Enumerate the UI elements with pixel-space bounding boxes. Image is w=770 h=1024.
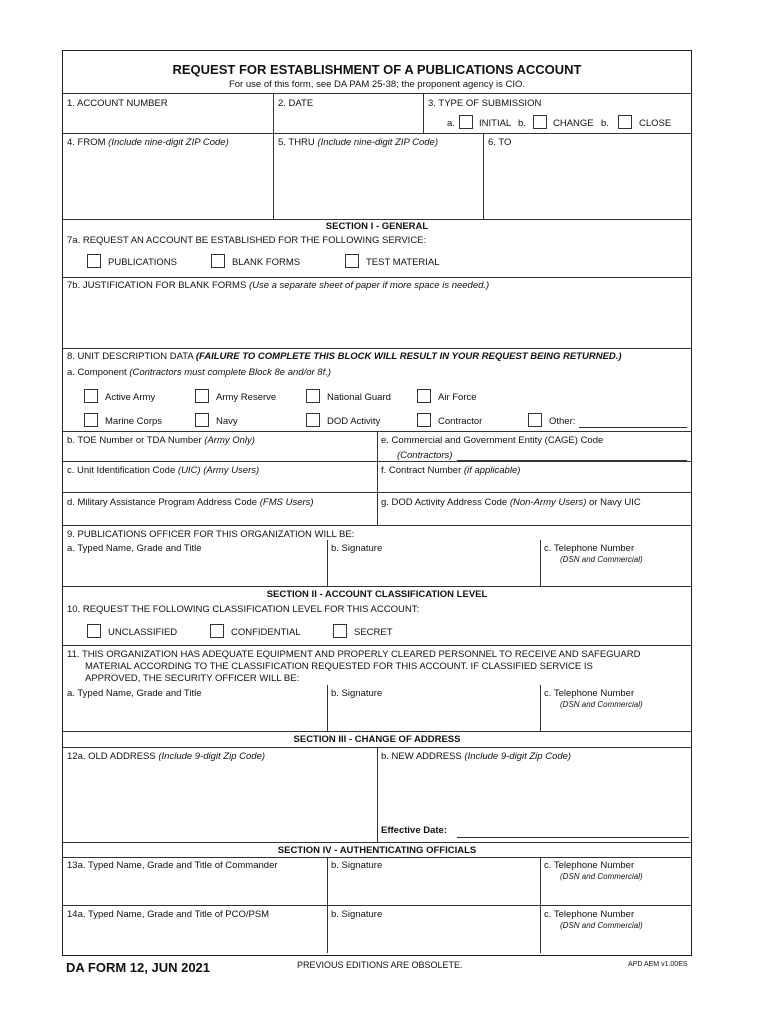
active-army-checkbox[interactable] (84, 389, 98, 403)
initial-checkbox[interactable] (459, 115, 473, 129)
option-letter: b. (518, 118, 526, 129)
divider (63, 219, 691, 220)
contract-number-label: f. Contract Number (if applicable) (381, 465, 521, 476)
option-letter: a. (447, 118, 455, 129)
national-guard-checkbox[interactable] (306, 389, 320, 403)
submission-type-label: 3. TYPE OF SUBMISSION (428, 98, 542, 109)
divider (63, 525, 691, 526)
to-label: 6. TO (488, 137, 512, 148)
pco-signature-label: b. Signature (331, 909, 383, 920)
version-label: APD AEM v1.00ES (628, 961, 688, 968)
section-title: SECTION I - GENERAL (325, 221, 429, 232)
pub-officer-phone-hint: (DSN and Commercial) (560, 555, 643, 564)
form-subtitle: For use of this form, see DA PAM 25-38; the proponent agency is CIO. (228, 79, 526, 90)
divider (327, 685, 328, 731)
commander-signature-label: b. Signature (331, 860, 383, 871)
dod-activity-label: DOD Activity (327, 416, 381, 427)
divider (423, 93, 424, 133)
unit-data-label: 8. UNIT DESCRIPTION DATA (FAILURE TO COMPLETE THIS BLOCK WILL RESULT IN YOUR REQUEST BEING RETURNED.) (67, 351, 622, 362)
other-label: Other: (549, 416, 576, 427)
date-label: 2. DATE (278, 98, 314, 109)
army-reserve-checkbox[interactable] (195, 389, 209, 403)
publications-checkbox[interactable] (87, 254, 101, 268)
security-officer-signature-label: b. Signature (331, 688, 383, 699)
section-title: SECTION III - CHANGE OF ADDRESS (293, 734, 461, 745)
security-officer-phone-hint: (DSN and Commercial) (560, 700, 643, 709)
commander-phone-label: c. Telephone Number (544, 860, 635, 871)
toe-tda-label: b. TOE Number or TDA Number (Army Only) (67, 435, 255, 446)
pub-officer-name-label: a. Typed Name, Grade and Title (67, 543, 202, 554)
security-officer-phone-label: c. Telephone Number (544, 688, 635, 699)
divider (63, 133, 691, 134)
divider (377, 431, 378, 525)
security-statement: MATERIAL ACCORDING TO THE CLASSIFICATION REQUESTED FOR THIS ACCOUNT. IF CLASSIFIED SERVICE IS (85, 661, 593, 672)
divider (63, 492, 691, 493)
pub-officer-signature-label: b. Signature (331, 543, 383, 554)
pub-officer-phone-label: c. Telephone Number (544, 543, 635, 554)
divider (63, 905, 691, 906)
from-label: 4. FROM (Include nine-digit ZIP Code) (67, 137, 229, 148)
pco-name-label: 14a. Typed Name, Grade and Title of PCO/PSM (67, 909, 270, 920)
divider (63, 93, 691, 94)
divider (63, 348, 691, 349)
divider (63, 842, 691, 843)
classification-question: 10. REQUEST THE FOLLOWING CLASSIFICATION LEVEL FOR THIS ACCOUNT: (67, 604, 420, 615)
obsolete-notice: PREVIOUS EDITIONS ARE OBSOLETE. (297, 960, 463, 970)
initial-label: INITIAL (479, 118, 512, 129)
contractor-checkbox[interactable] (417, 413, 431, 427)
account-number-label: 1. ACCOUNT NUMBER (67, 98, 168, 109)
form-title: REQUEST FOR ESTABLISHMENT OF A PUBLICATIONS ACCOUNT (172, 62, 582, 77)
marine-corps-checkbox[interactable] (84, 413, 98, 427)
blank-forms-label: BLANK FORMS (232, 257, 301, 268)
map-code-label: d. Military Assistance Program Address Code (FMS Users) (67, 497, 314, 508)
divider (63, 731, 691, 732)
contractor-label: Contractor (438, 416, 483, 427)
security-statement: APPROVED, THE SECURITY OFFICER WILL BE: (85, 673, 300, 684)
component-label: a. Component (Contractors must complete Block 8e and/or 8f.) (67, 367, 332, 378)
divider (63, 461, 691, 462)
test-material-label: TEST MATERIAL (366, 257, 440, 268)
air-force-label: Air Force (438, 392, 477, 403)
change-label: CHANGE (553, 118, 594, 129)
active-army-label: Active Army (105, 392, 156, 403)
unclassified-checkbox[interactable] (87, 624, 101, 638)
cage-code-hint: (Contractors) (397, 450, 453, 461)
national-guard-label: National Guard (327, 392, 391, 403)
divider (63, 277, 691, 278)
commander-phone-hint: (DSN and Commercial) (560, 872, 643, 881)
thru-label: 5. THRU (Include nine-digit ZIP Code) (278, 137, 438, 148)
section-title: SECTION IV - AUTHENTICATING OFFICIALS (277, 845, 477, 856)
close-checkbox[interactable] (618, 115, 632, 129)
navy-checkbox[interactable] (195, 413, 209, 427)
divider (63, 857, 691, 858)
close-label: CLOSE (639, 118, 672, 129)
other-input-line[interactable] (579, 427, 687, 428)
service-question: 7a. REQUEST AN ACCOUNT BE ESTABLISHED FOR THE FOLLOWING SERVICE: (67, 235, 427, 246)
marine-corps-label: Marine Corps (105, 416, 163, 427)
secret-checkbox[interactable] (333, 624, 347, 638)
pco-phone-hint: (DSN and Commercial) (560, 921, 643, 930)
uic-label: c. Unit Identification Code (UIC) (Army Users) (67, 465, 260, 476)
air-force-checkbox[interactable] (417, 389, 431, 403)
old-address-label: 12a. OLD ADDRESS (Include 9-digit Zip Code) (67, 751, 266, 762)
effective-date-label: Effective Date: (381, 825, 447, 836)
divider (540, 540, 541, 586)
pco-phone-label: c. Telephone Number (544, 909, 635, 920)
security-officer-name-label: a. Typed Name, Grade and Title (67, 688, 202, 699)
section-title: SECTION II - ACCOUNT CLASSIFICATION LEVEL (266, 589, 488, 600)
confidential-checkbox[interactable] (210, 624, 224, 638)
army-reserve-label: Army Reserve (216, 392, 277, 403)
dodaac-label: g. DOD Activity Address Code (Non-Army Users) or Navy UIC (381, 497, 641, 508)
change-checkbox[interactable] (533, 115, 547, 129)
test-material-checkbox[interactable] (345, 254, 359, 268)
pub-officer-label: 9. PUBLICATIONS OFFICER FOR THIS ORGANIZATION WILL BE: (67, 529, 355, 540)
effective-date-input-line[interactable] (457, 837, 689, 838)
unclassified-label: UNCLASSIFIED (108, 627, 178, 638)
secret-label: SECRET (354, 627, 393, 638)
confidential-label: CONFIDENTIAL (231, 627, 301, 638)
justification-label: 7b. JUSTIFICATION FOR BLANK FORMS (Use a separate sheet of paper if more space is needed.) (67, 280, 490, 291)
option-letter: b. (601, 118, 609, 129)
divider (63, 586, 691, 587)
commander-name-label: 13a. Typed Name, Grade and Title of Commander (67, 860, 278, 871)
divider (273, 93, 274, 219)
divider (63, 645, 691, 646)
cage-code-label: e. Commercial and Government Entity (CAGE) Code (381, 435, 604, 446)
navy-label: Navy (216, 416, 238, 427)
dod-activity-checkbox[interactable] (306, 413, 320, 427)
divider (377, 747, 378, 842)
security-statement: 11. THIS ORGANIZATION HAS ADEQUATE EQUIPMENT AND PROPERLY CLEARED PERSONNEL TO RECEIVE AND SAFEGUARD (67, 649, 641, 660)
publications-label: PUBLICATIONS (108, 257, 177, 268)
divider (483, 133, 484, 219)
blank-forms-checkbox[interactable] (211, 254, 225, 268)
other-checkbox[interactable] (528, 413, 542, 427)
form-number: DA FORM 12, JUN 2021 (66, 960, 211, 975)
divider (540, 685, 541, 731)
form-page (62, 50, 692, 956)
new-address-label: b. NEW ADDRESS (Include 9-digit Zip Code) (381, 751, 572, 762)
divider (327, 540, 328, 586)
